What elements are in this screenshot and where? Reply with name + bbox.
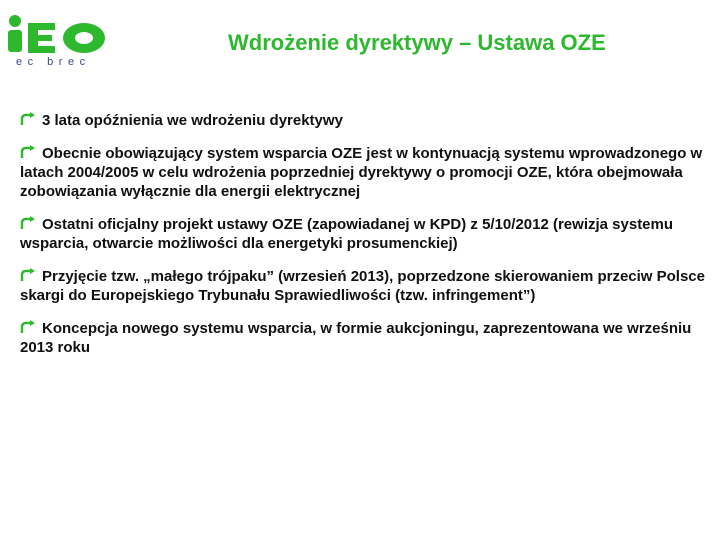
- arrow-curved-right-icon: [20, 145, 36, 159]
- arrow-curved-right-icon: [20, 216, 36, 230]
- bullet-text: 3 lata opóźnienia we wdrożeniu dyrektywy: [42, 112, 343, 129]
- bullet-text: Przyjęcie tzw. „małego trójpaku” (wrzesień 2013), poprzedzone skierowaniem przeciw Polsce skargi do Europejskiego Trybunału Sprawiedliwości (tzw. infringement”): [20, 268, 705, 304]
- slide-title: Wdrożenie dyrektywy – Ustawa OZE: [228, 30, 606, 55]
- bullet-text: Koncepcja nowego systemu wsparcia, w formie aukcjoningu, zaprezentowana we wrześniu 2013 roku: [20, 320, 692, 356]
- arrow-curved-right-icon: [20, 112, 36, 126]
- bullet-text: Ostatni oficjalny projekt ustawy OZE (zapowiadanej w KPD) z 5/10/2012 (rewizja systemu wsparcia, otwarcie możliwości dla energetyki prosumenckiej): [20, 216, 674, 252]
- bullet-item: [20, 267, 710, 305]
- bullet-item: [20, 144, 710, 201]
- bullet-item: [20, 215, 710, 253]
- arrow-curved-right-icon: [20, 320, 36, 334]
- bullet-text: Obecnie obowiązujący system wsparcia OZE jest w kontynuacją systemu wprowadzonego w latach 2004/2005 w celu wdrożenia poprzedniej dyrektywy o promocji OZE, która obejmowała zobowiązania wyłącznie dla energii elektrycznej: [20, 145, 703, 200]
- bullet-list: [20, 111, 710, 371]
- bullet-item: [20, 319, 710, 357]
- logo-tagline: ec brec: [16, 56, 91, 68]
- arrow-curved-right-icon: [20, 268, 36, 282]
- bullet-item: [20, 111, 710, 130]
